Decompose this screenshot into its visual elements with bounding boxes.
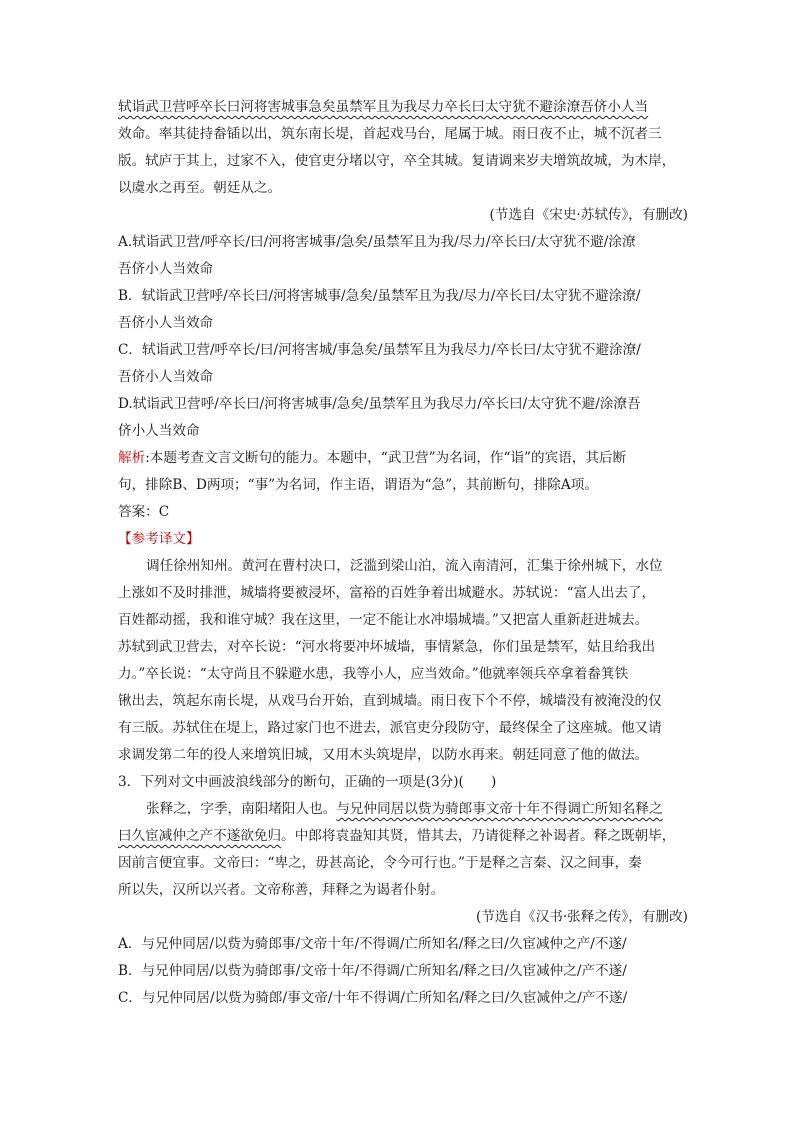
passage-text: 张释之，字季，南阳堵阳人也。 — [146, 801, 337, 817]
option-b: B．与兄仲同居/以赀为骑郎事/文帝十年/不得调/亡所知名/释之曰/久宦减仲之/产不遂/ — [118, 963, 627, 979]
wavy-underlined-text: 轼诣武卫营呼卒长曰河将害城事急矣虽禁军且为我尽力卒长曰太守犹不避涂潦吾侪小人当 — [118, 99, 649, 115]
passage-line: 所以失，汉所以兴者。文帝称善，拜释之为谒者仆射。 — [118, 882, 445, 898]
analysis-label: 解析 — [118, 450, 146, 466]
passage-line — [118, 823, 688, 850]
option-b-line1: B．轼诣武卫营呼/卒长曰/河将害城事/急矣/虽禁军且为我/尽力/卒长曰/太守犹不避涂潦/ — [118, 288, 641, 304]
passage-source: (节选自《宋史·苏轼传》，有删改) — [489, 207, 688, 223]
option-b-line2: 吾侪小人当效命 — [118, 315, 214, 331]
option-a: A．与兄仲同居/以赀为骑郎事/文帝十年/不得调/亡所知名/释之曰/久宦减仲之产/不遂/ — [118, 936, 627, 952]
passage-line: 版。轼庐于其上，过家不入，使官吏分堵以守，卒全其城。复请调来岁夫增筑故城，为木岸， — [118, 153, 676, 169]
passage-line: 因前言便宜事。文帝曰：“卑之，毋甚高论，令今可行也。”于是释之言秦、汉之间事，秦 — [118, 855, 642, 871]
passage-text: 。中郎将袁盎知其贤，惜其去，乃请徙释之补谒者。释之既朝毕， — [281, 828, 676, 844]
option-c-line2: 吾侪小人当效命 — [118, 369, 214, 385]
option-c-line1: C．轼诣武卫营/呼卒长/曰/河将害城/事急矣/虽禁军且为我尽力/卒长曰/太守犹不避涂潦/ — [118, 342, 641, 358]
translation-line: 百姓都动摇，我和谁守城？我在这里，一定不能让水冲塌城墙。”又把富人重新赶进城去。 — [118, 612, 649, 628]
wavy-underlined-text: 曰久宦减仲之产不遂欲免归 — [118, 828, 282, 844]
document-page — [118, 94, 688, 1012]
question-stem: 3．下列对文中画波浪线部分的断句，正确的一项是(3分)( ) — [118, 774, 497, 790]
translation-line: 上涨如不及时排泄，城墙将要被浸坏，富裕的百姓争着出城避水。苏轼说：“富人出去了， — [118, 585, 656, 601]
option-d-line1: D.轼诣武卫营呼/卒长曰/河将害城事/急矣/虽禁军且为我尽力/卒长曰/太守犹不避/涂潦吾 — [118, 396, 641, 412]
option-d-line2: 侪小人当效命 — [118, 423, 200, 439]
passage-line-wavy — [118, 94, 688, 121]
translation-line: 有三版。苏轼住在堤上，路过家门也不进去，派官吏分段防守，最终保全了这座城。他又请 — [118, 720, 662, 736]
analysis-text: :本题考查文言文断句的能力。本题中，“武卫营”为名词，作“诣”的宾语，其后断 — [145, 450, 627, 466]
passage-line: 效命。率其徒持畚锸以出，筑东南长堤，首起戏马台，尾属于城。雨日夜不止，城不沉者三 — [118, 126, 662, 142]
option-a-line1: A.轼诣武卫营/呼卒长/曰/河将害城事/急矣/虽禁军且为我/尽力/卒长曰/太守犹不避/涂潦 — [118, 234, 636, 250]
translation-line: 力。”卒长说：“太守尚且不躲避水患，我等小人，应当效命。”他就率领兵卒拿着畚箕铁 — [118, 666, 629, 682]
wavy-underlined-text: 与兄仲同居以赀为骑郎事文帝十年不得调亡所知名释之 — [336, 801, 663, 817]
translation-line: 苏轼到武卫营去，对卒长说：“河水将要冲坏城墙，事情紧急，你们虽是禁军，姑且给我出 — [118, 639, 656, 655]
option-c: C．与兄仲同居/以赀为骑郎/事文帝/十年不得调/亡所知名/释之曰/久宦减仲之/产不遂/ — [118, 990, 628, 1006]
translation-line: 调任徐州知州。黄河在曹村决口，泛滥到梁山泊，流入南清河，汇集于徐州城下，水位 — [146, 558, 663, 574]
passage-line — [118, 796, 688, 823]
translation-heading: 【参考译文】 — [118, 531, 200, 547]
analysis-line — [118, 445, 688, 472]
translation-line: 锹出去，筑起东南长堤，从戏马台开始，直到城墙。雨日夜下个不停，城墙没有被淹没的仅 — [118, 693, 662, 709]
passage-line: 以虞水之再至。朝廷从之。 — [118, 180, 282, 196]
passage-source: (节选自《汉书·张释之传》，有删改) — [475, 909, 688, 925]
analysis-line: 句，排除B、D两项；“事”为名词，作主语，谓语为“急”，其前断句，排除A项。 — [118, 477, 598, 493]
option-a-line2: 吾侪小人当效命 — [118, 261, 214, 277]
answer: 答案：C — [118, 504, 170, 520]
translation-line: 求调发第二年的役人来增筑旧城，又用木头筑堤岸，以防水再来。朝廷同意了他的做法。 — [118, 747, 649, 763]
